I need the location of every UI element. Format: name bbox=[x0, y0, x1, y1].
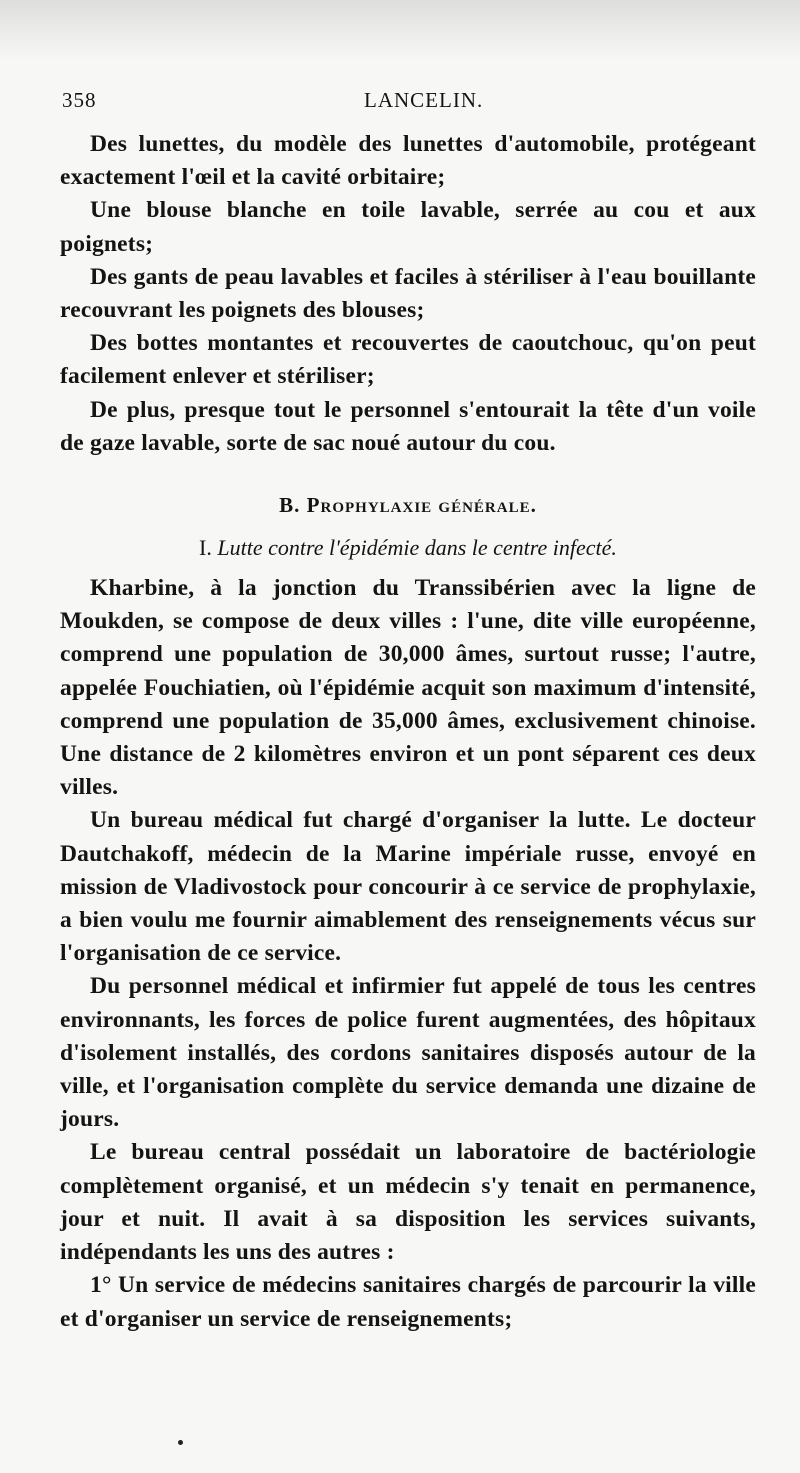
paragraph: De plus, presque tout le personnel s'entourait la tête d'un voile de gaze lavable, sorte de sac noué autour du cou. bbox=[60, 396, 756, 456]
subsection-number: I. bbox=[199, 535, 212, 561]
page-top-shadow bbox=[0, 0, 800, 60]
subsection-heading bbox=[60, 532, 756, 564]
ink-speck bbox=[178, 1440, 183, 1445]
paragraph: Des lunettes, du modèle des lunettes d'automobile, protégeant exactement l'œil et la cavité orbitaire; bbox=[60, 131, 756, 191]
paragraph: Un bureau médical fut chargé d'organiser la lutte. Le docteur Dautchakoff, médecin de la Marine impériale russe, envoyé en mission de Vladivostock pour concourir à ce service de prophylaxie, a bien voulu me fournir aimablement des renseignements vécus sur l'organisation de ce service. bbox=[60, 807, 756, 967]
paragraph: Le bureau central possédait un laboratoire de bactériologie complètement organisé, et un médecin s'y tenait en permanence, jour et nuit. Il avait à sa disposition les services suivants, indépendants les uns des autres : bbox=[60, 1139, 756, 1266]
paragraph: Des bottes montantes et recouvertes de caoutchouc, qu'on peut facilement enlever et stériliser; bbox=[60, 330, 756, 390]
running-head: LANCELIN. bbox=[364, 88, 484, 112]
paragraph: Une blouse blanche en toile lavable, serrée au cou et aux poignets; bbox=[60, 197, 756, 257]
paragraph: Du personnel médical et infirmier fut appelé de tous les centres environnants, les forces de police furent augmentées, des hôpitaux d'isolement installés, des cordons sanitaires disposés autour de la ville, et l'organisation complète du service demanda une dizaine de jours. bbox=[60, 973, 756, 1133]
paragraph: 1° Un service de médecins sanitaires chargés de parcourir la ville et d'organiser un service de renseignements; bbox=[60, 1272, 756, 1332]
paragraph: Des gants de peau lavables et faciles à stériliser à l'eau bouillante recouvrant les poignets des blouses; bbox=[60, 263, 756, 324]
section-label: B. bbox=[279, 493, 301, 518]
section-title: Prophylaxie générale. bbox=[306, 493, 537, 518]
subsection-title: Lutte contre l'épidémie dans le centre infecté. bbox=[217, 535, 617, 561]
section-heading bbox=[60, 490, 756, 520]
paragraph: Kharbine, à la jonction du Transsibérien avec la ligne de Moukden, se compose de deux villes : l'une, dite ville européenne, comprend une population de 30,000 âmes, surtout russe; l'autre, appelée Fouchiatien, où l'épidémie acquit son maximum d'intensité, comprend une population de 35,000 âmes, exclusivement chinoise. Une distance de 2 kilomètres environ et un pont séparent ces deux villes. bbox=[60, 575, 756, 801]
page-number: 358 bbox=[62, 88, 97, 112]
page-header bbox=[62, 88, 752, 118]
body-text bbox=[60, 128, 756, 1336]
